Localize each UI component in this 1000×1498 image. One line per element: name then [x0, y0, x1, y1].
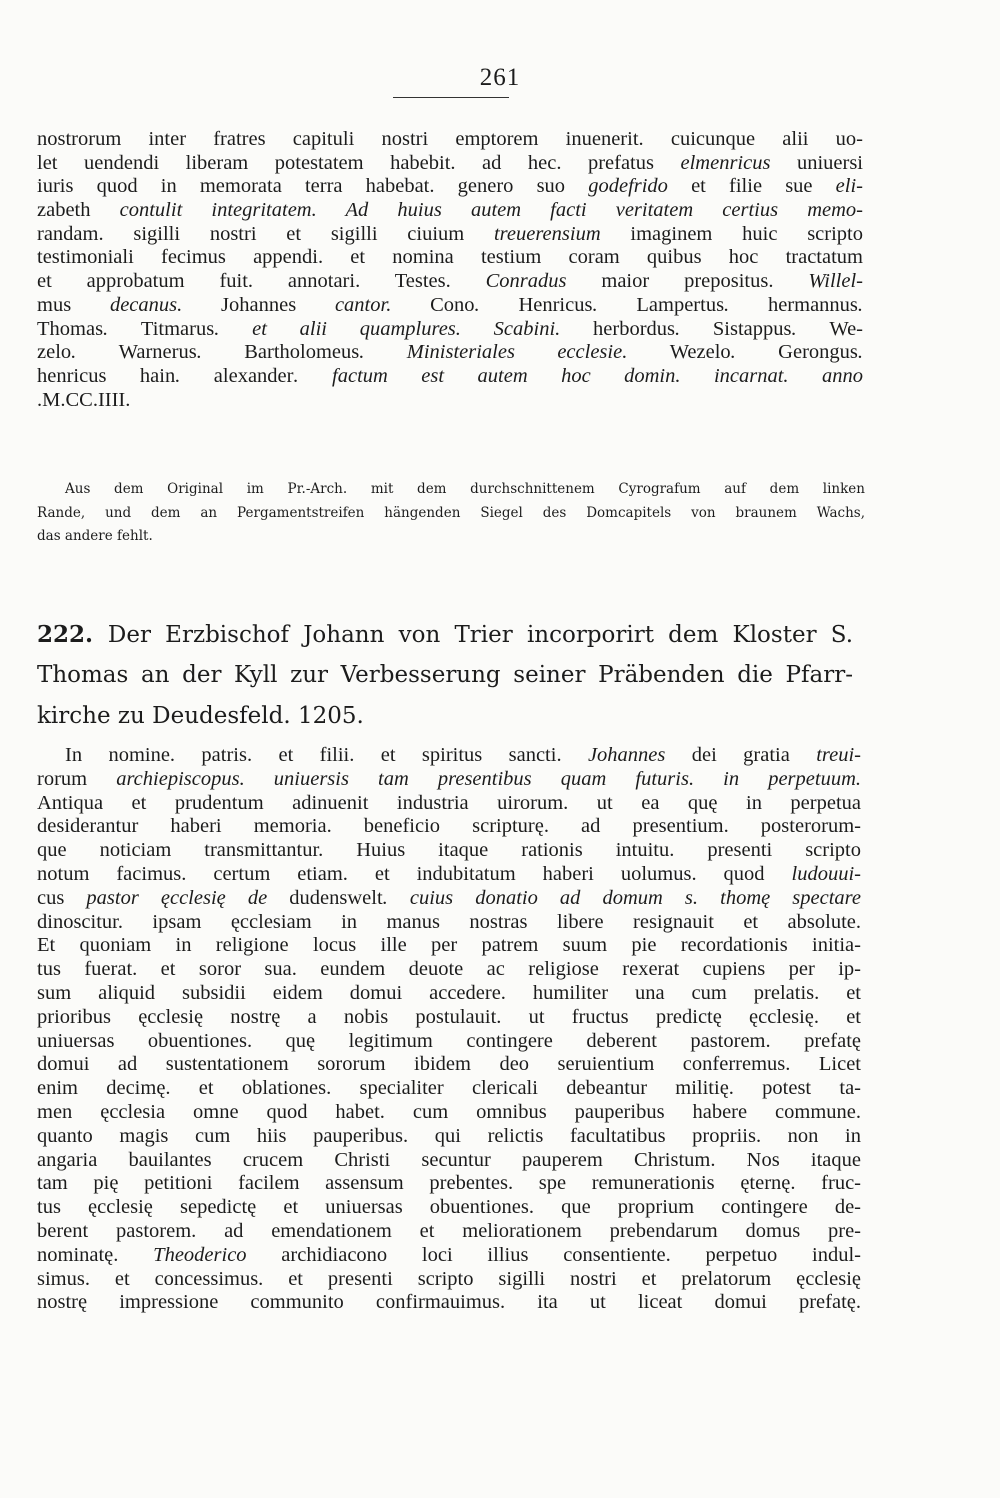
italic-name: elmenricus: [680, 151, 771, 174]
heading-text: kirche zu Deudesfeld. 1205.: [37, 703, 364, 729]
heading-line: [37, 696, 853, 737]
text-line: [37, 1196, 861, 1220]
italic-name: .: [724, 293, 768, 316]
italic-name: .: [857, 293, 864, 316]
italic-name: .: [791, 317, 830, 340]
text-line: [37, 768, 861, 792]
text-line: [37, 199, 863, 223]
document-222-heading: [37, 614, 853, 737]
text-segment: quanto magis cum hiis pauperibus. qui relictis facultatibus propriis. non in: [37, 1124, 861, 1147]
italic-name: decanus.: [71, 293, 222, 316]
italic-name: . factum est autem hoc domin. incarnat. anno: [293, 364, 864, 387]
italic-name: cantor.: [296, 293, 431, 316]
text-line: [37, 1077, 861, 1101]
text-segment: We-: [829, 317, 863, 340]
heading-line: [37, 655, 853, 696]
text-line: [37, 270, 863, 294]
document-221-ending: [37, 128, 863, 412]
italic-name: ludouui-: [791, 862, 861, 885]
italic-name: Johannes: [587, 744, 666, 766]
page-number: 261: [479, 64, 521, 91]
text-line: [37, 1244, 861, 1268]
text-segment: Johannes: [221, 293, 297, 316]
italic-name: godefrido: [588, 175, 668, 198]
text-line: [37, 839, 861, 863]
text-segment: sum aliquid subsidii eidem domui accedere. humiliter una cum prelatis. et: [37, 981, 861, 1004]
text-line: [37, 341, 863, 365]
text-line: [37, 887, 861, 911]
text-segment: Titmarus: [140, 317, 215, 340]
italic-name: .: [196, 341, 245, 364]
italic-name: .: [675, 317, 713, 340]
italic-name: .: [103, 317, 141, 340]
text-segment: Lampertus: [636, 293, 725, 316]
text-line: [37, 389, 863, 413]
text-segment: randam. sigilli nostri et sigilli ciuium: [37, 222, 494, 245]
text-line: [37, 1006, 861, 1030]
italic-name: .: [592, 293, 637, 316]
text-line: [37, 152, 863, 176]
italic-name: . Ministeriales ecclesie.: [359, 341, 670, 364]
italic-name: Conradus: [485, 270, 567, 293]
text-segment: dudenswelt: [289, 886, 383, 909]
text-line: [37, 1053, 861, 1077]
heading-text: Der Erzbischof Johann von Trier incorporirt dem Kloster S.: [107, 622, 853, 648]
text-line: [37, 223, 863, 247]
text-segment: zabeth: [37, 199, 91, 222]
text-segment: simus. et concessimus. et presenti scripto sigilli nostri et prelatorum ęcclesię: [37, 1267, 861, 1290]
text-segment: Bartholomeus: [244, 341, 360, 364]
italic-name: .: [857, 341, 864, 364]
italic-name: archiepiscopus. uniuersis tam presentibus quam futuris. in perpetuum.: [87, 767, 861, 790]
note-line: Rande, und dem an Pergamentstreifen hängenden Siegel des Domcapitels von braunem Wachs,: [37, 504, 865, 521]
text-segment: testimoniali fecimus appendi. et nomina testium coram quibus hoc tractatum: [37, 246, 863, 269]
text-line: [37, 1149, 861, 1173]
text-segment: Henricus: [518, 293, 593, 316]
italic-name: .: [71, 341, 119, 364]
text-segment: mus: [37, 293, 72, 316]
text-segment: maior prepositus.: [566, 270, 809, 293]
italic-name: Willel-: [808, 270, 863, 293]
text-segment: et filie sue: [667, 175, 836, 198]
text-segment: hermannus: [767, 293, 858, 316]
text-segment: dei gratia: [665, 744, 817, 766]
text-line: [37, 958, 861, 982]
text-segment: zelo: [37, 341, 72, 364]
italic-name: contulit integritatem. Ad huius autem facti veritatem certius memo-: [90, 199, 863, 222]
text-line: [37, 175, 863, 199]
text-line: [37, 365, 863, 389]
text-segment: Et quoniam in religione locus ille per patrem suum pie recordationis initia-: [37, 934, 861, 957]
italic-name: Theoderico: [153, 1243, 247, 1266]
text-line: [37, 1220, 861, 1244]
text-segment: cus: [37, 886, 65, 909]
italic-name: eli-: [835, 175, 863, 198]
text-segment: alexander: [213, 364, 294, 387]
text-segment: uniuersas obuentiones. quę legitimum contingere deberent pastorem. prefatę: [37, 1029, 861, 1052]
text-segment: rorum: [37, 767, 88, 790]
italic-name: .: [175, 364, 214, 387]
text-segment: let uendendi liberam potestatem habebit. ad hec. prefatus: [37, 151, 681, 174]
text-segment: archidiacono loci illius consentiente. perpetuo indul-: [246, 1243, 861, 1266]
text-segment: desiderantur haberi memoria. beneficio scripturę. ad presentium. posterorum-: [37, 815, 861, 838]
text-segment: tus fuerat. et soror sua. eundem deuote ac religiose rexerat cupiens per ip-: [37, 958, 861, 981]
text-segment: Antiqua et prudentum adinuenit industria uirorum. ut ea quę in perpetua: [37, 791, 861, 814]
text-segment: Sistappus: [712, 317, 792, 340]
text-line: [37, 934, 861, 958]
text-segment: men ęcclesia omne quod habet. cum omnibus pauperibus habere commune.: [37, 1100, 861, 1123]
text-segment: enim decimę. et oblationes. specialiter clericali debeantur militię. potest ta-: [37, 1077, 861, 1100]
italic-name: treui-: [816, 744, 861, 766]
italic-name: . et alii quamplures. Scabini.: [214, 317, 594, 340]
text-segment: nostrorum inter fratres capituli nostri emptorem inuenerit. cuicunque alii uo-: [37, 128, 863, 150]
text-segment: angaria bauilantes crucem Christi secuntur pauperem Christum. Nos itaque: [37, 1148, 861, 1171]
text-line: [37, 982, 861, 1006]
text-segment: berent pastorem. ad emendationem et meliorationem prebendarum domus pre-: [37, 1219, 861, 1242]
text-line: [37, 792, 861, 816]
text-segment: notum facimus. certum etiam. et indubitatum haberi uolumus. quod: [37, 862, 792, 885]
text-line: [37, 1172, 861, 1196]
text-line: [37, 318, 863, 342]
text-segment: uniuersi: [770, 151, 864, 174]
text-line: [37, 128, 863, 152]
italic-name: . cuius donatio ad domum s. thomę spectare: [382, 886, 861, 909]
text-line: [37, 1101, 861, 1125]
italic-name: treuerensium: [493, 222, 601, 245]
text-line: [37, 294, 863, 318]
text-segment: .M.CC.IIII.: [37, 388, 131, 411]
text-segment: imaginem huic scripto: [600, 222, 863, 245]
text-line: [37, 246, 863, 270]
italic-name: pastor ęcclesię de: [64, 886, 290, 909]
text-segment: Warnerus: [118, 341, 197, 364]
text-line: [37, 1125, 861, 1149]
text-segment: et approbatum fuit. annotari. Testes.: [37, 270, 486, 293]
text-segment: tus ęcclesię sepedictę et uniuersas obuentiones. que proprium contingere de-: [37, 1196, 861, 1219]
text-segment: tam pię petitioni facilem assensum prebentes. spe remunerationis ęternę. fruc-: [37, 1172, 861, 1195]
note-line: das andere fehlt.: [37, 528, 153, 544]
header-rule: [393, 97, 509, 98]
text-segment: Cono: [430, 293, 475, 316]
text-segment: domui ad sustentationem sororum ibidem deo seruientium conferremus. Licet: [37, 1053, 861, 1076]
text-segment: que noticiam transmittantur. Huius itaque rationis intuitu. presenti scripto: [37, 839, 861, 862]
text-segment: henricus hain: [37, 364, 176, 387]
note-line: Aus dem Original im Pr.-Arch. mit dem durchschnittenem Cyrografum auf dem linken: [65, 481, 865, 497]
text-segment: Thomas: [37, 317, 104, 340]
heading-text: Thomas an der Kyll zur Verbesserung seiner Präbenden die Pfarr-: [37, 662, 853, 688]
italic-name: .: [474, 293, 519, 316]
italic-name: .: [730, 341, 779, 364]
text-line: [37, 1268, 861, 1292]
source-note: [37, 478, 865, 549]
text-segment: herbordus: [593, 317, 675, 340]
text-line: [37, 911, 861, 935]
text-line: [37, 863, 861, 887]
text-segment: iuris quod in memorata terra habebat. genero suo: [37, 175, 589, 198]
text-line: [37, 815, 861, 839]
text-segment: nominatę.: [37, 1243, 154, 1266]
text-segment: prioribus ęcclesię nostrę a nobis postulauit. ut fructus predictę ęcclesię. et: [37, 1005, 861, 1028]
text-segment: Gerongus: [778, 341, 858, 364]
heading-line: [37, 614, 853, 655]
text-line: [37, 744, 861, 768]
text-segment: Wezelo: [669, 341, 731, 364]
text-line: [37, 1291, 861, 1315]
text-segment: In nomine. patris. et filii. et spiritus sancti.: [65, 744, 588, 766]
text-line: [37, 1030, 861, 1054]
document-222-text: [37, 744, 861, 1315]
text-segment: nostrę impressione communito confirmauimus. ita ut liceat domui prefatę.: [37, 1291, 861, 1314]
document-number: 222.: [37, 621, 108, 648]
text-segment: dinoscitur. ipsam ęcclesiam in manus nostras libere resignauit et absolute.: [37, 910, 861, 933]
